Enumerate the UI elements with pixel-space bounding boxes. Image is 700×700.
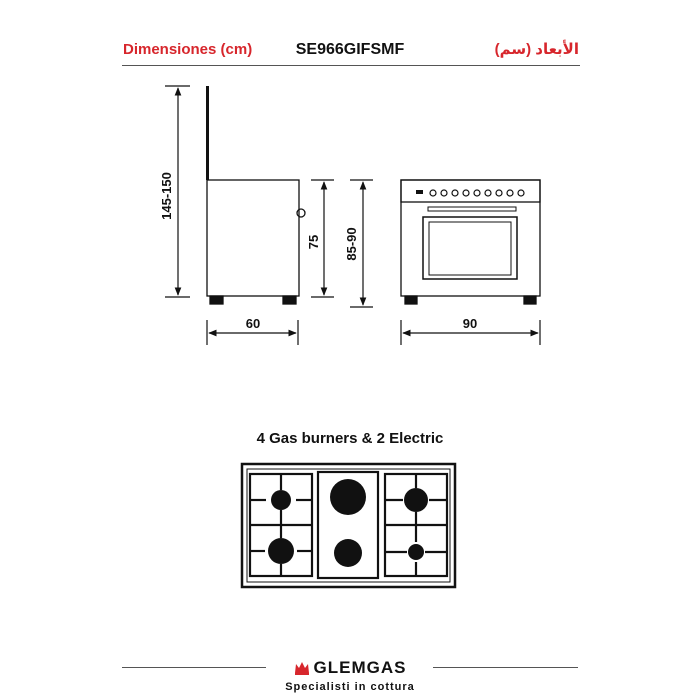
gas-burner-bottom-left (268, 538, 294, 564)
model-number: SE966GIFSMF (295, 41, 405, 58)
electric-plate-small (334, 539, 362, 567)
footer (0, 658, 700, 693)
front-view (401, 180, 540, 304)
dim-label-height-total: 145-150 (159, 172, 174, 220)
side-view (206, 86, 305, 304)
hob-caption: 4 Gas burners & 2 Electric (256, 430, 444, 447)
crown-icon (294, 661, 310, 675)
dim-label-height-body: 75 (306, 234, 321, 250)
dim-label-width: 90 (462, 316, 478, 331)
brand-logo (294, 658, 407, 678)
brand-name: GLEMGAS (313, 658, 407, 677)
gas-burner-top-right (404, 488, 428, 512)
gas-burner-bottom-right (408, 544, 424, 560)
header-label-ar: الأبعاد (سم) (494, 41, 579, 58)
control-knobs (430, 190, 524, 196)
gas-burner-top-left (271, 490, 291, 510)
brand-tagline: Specialisti in cottura (285, 681, 415, 693)
dim-label-depth: 60 (245, 316, 261, 331)
dim-label-height-front: 85-90 (344, 227, 359, 261)
electric-plate-large (330, 479, 366, 515)
hob-top-view (242, 464, 455, 587)
header-label-es: Dimensiones (cm) (123, 41, 253, 58)
